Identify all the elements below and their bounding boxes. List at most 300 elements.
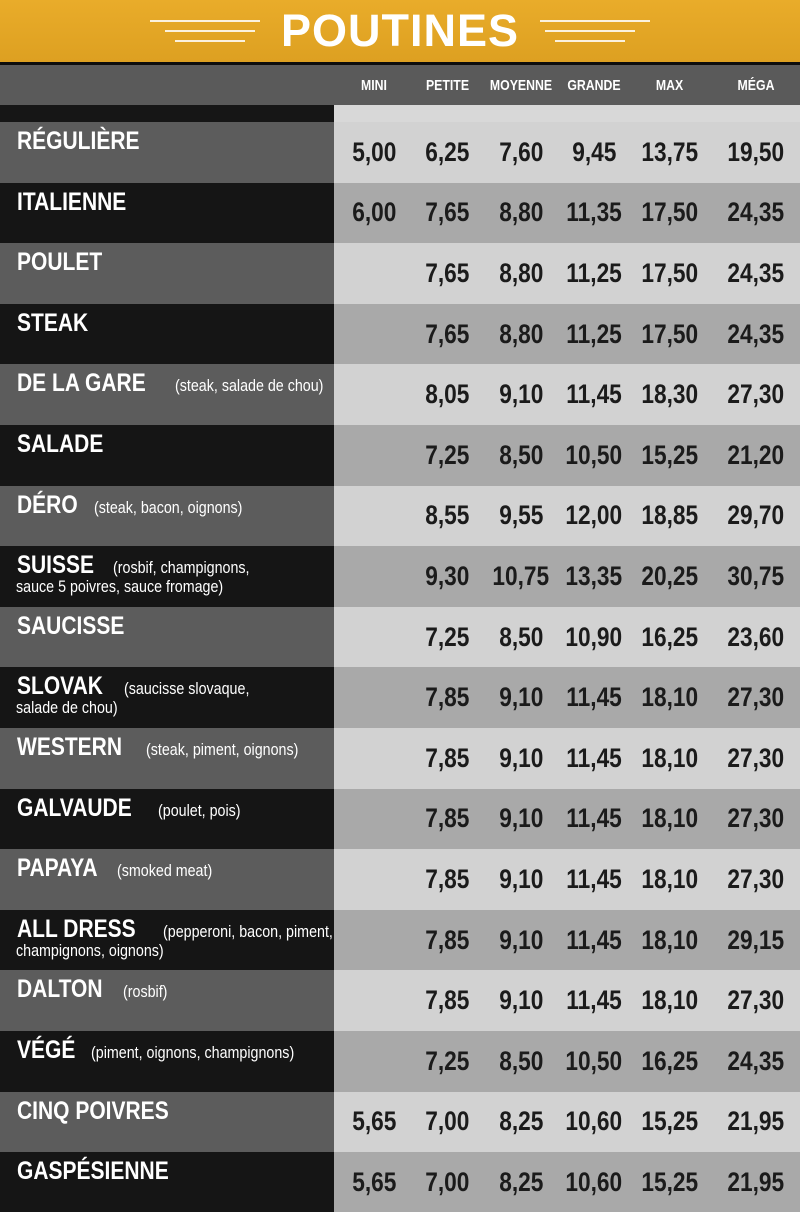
price-moyenne — [481, 970, 561, 1031]
price-value: 11,35 — [566, 197, 622, 228]
price-max — [627, 425, 712, 486]
item-name-cell — [0, 183, 334, 244]
price-value: 8,25 — [498, 1106, 544, 1137]
item-name: SLOVAK — [17, 672, 103, 701]
price-grande — [561, 849, 627, 910]
price-value: 8,80 — [498, 318, 544, 349]
price-value: 5,65 — [351, 1106, 397, 1137]
item-name: STEAK — [17, 308, 89, 337]
price-mega — [712, 667, 800, 728]
price-value: 7,25 — [425, 439, 470, 470]
price-value: 10,90 — [565, 621, 623, 652]
price-mini — [334, 304, 414, 365]
price-value: 21,95 — [727, 1166, 785, 1197]
item-name-cell — [0, 304, 334, 365]
price-value: 7,60 — [498, 136, 544, 167]
decorative-line — [555, 40, 625, 42]
price-value: 21,20 — [727, 439, 785, 470]
menu-item-row — [0, 364, 800, 425]
price-value: 8,80 — [498, 197, 544, 228]
price-value: 7,00 — [425, 1166, 470, 1197]
price-grande — [561, 364, 627, 425]
price-value: 7,85 — [425, 924, 470, 955]
price-max — [627, 304, 712, 365]
item-name-line — [17, 974, 328, 1008]
header-strip-right — [334, 105, 800, 122]
item-name-cell — [0, 364, 334, 425]
price-grande — [561, 970, 627, 1031]
price-mini — [334, 1092, 414, 1153]
item-name-line — [17, 308, 328, 342]
item-description: (poulet, pois) — [158, 800, 241, 820]
item-name-cell — [0, 728, 334, 789]
item-name: CINQ POIVRES — [17, 1096, 169, 1125]
price-value: 13,35 — [565, 560, 623, 591]
price-petite — [414, 243, 481, 304]
price-grande — [561, 183, 627, 244]
price-value: 7,85 — [425, 682, 470, 713]
price-value: 20,25 — [641, 560, 698, 591]
item-prices — [334, 304, 800, 365]
price-petite — [414, 667, 481, 728]
item-description: (pepperoni, bacon, piment, — [162, 921, 333, 941]
price-mini — [334, 486, 414, 547]
price-value: 27,30 — [727, 379, 785, 410]
price-moyenne — [481, 364, 561, 425]
decorative-line — [150, 20, 260, 22]
price-moyenne — [481, 728, 561, 789]
price-value: 23,60 — [727, 621, 785, 652]
price-value: 29,15 — [727, 924, 785, 955]
price-grande — [561, 667, 627, 728]
price-value: 24,35 — [727, 1045, 785, 1076]
price-grande — [561, 607, 627, 668]
item-description: (steak, piment, oignons) — [146, 739, 299, 759]
price-value: 7,65 — [425, 257, 470, 288]
price-value: 8,50 — [498, 621, 544, 652]
price-grande — [561, 728, 627, 789]
price-max — [627, 789, 712, 850]
item-prices — [334, 1031, 800, 1092]
item-description-continued: champignons, oignons) — [16, 940, 164, 960]
price-petite — [414, 546, 481, 607]
price-max — [627, 122, 712, 183]
price-mega — [712, 1092, 800, 1153]
price-value: 9,55 — [498, 500, 544, 531]
item-prices — [334, 486, 800, 547]
price-mega — [712, 425, 800, 486]
price-mega — [712, 1152, 800, 1212]
menu-title: POUTINES — [280, 5, 520, 56]
price-moyenne — [481, 304, 561, 365]
item-name: SUISSE — [17, 551, 95, 580]
item-prices — [334, 607, 800, 668]
price-moyenne — [481, 849, 561, 910]
item-prices — [334, 667, 800, 728]
item-name-line — [17, 247, 328, 281]
item-name-line — [17, 187, 328, 221]
price-max — [627, 183, 712, 244]
item-name-line — [17, 611, 328, 645]
price-moyenne — [481, 546, 561, 607]
price-mega — [712, 1031, 800, 1092]
item-name-cell — [0, 667, 334, 728]
item-prices — [334, 122, 800, 183]
price-value: 10,75 — [492, 560, 550, 591]
menu-item-row — [0, 486, 800, 547]
item-prices — [334, 425, 800, 486]
item-name-cell — [0, 486, 334, 547]
price-mini — [334, 122, 414, 183]
menu-item-row — [0, 970, 800, 1031]
price-grande — [561, 304, 627, 365]
price-value: 16,25 — [641, 621, 698, 652]
price-petite — [414, 183, 481, 244]
price-petite — [414, 849, 481, 910]
price-value: 17,50 — [641, 197, 698, 228]
price-value: 8,25 — [498, 1166, 544, 1197]
price-grande — [561, 1092, 627, 1153]
menu-item-row — [0, 122, 800, 183]
price-moyenne — [481, 607, 561, 668]
price-value: 8,50 — [498, 439, 544, 470]
menu-item-row — [0, 607, 800, 668]
price-value: 5,00 — [351, 136, 397, 167]
price-value: 18,10 — [641, 924, 698, 955]
price-petite — [414, 364, 481, 425]
price-value: 18,85 — [641, 500, 698, 531]
item-prices — [334, 728, 800, 789]
menu-item-row — [0, 910, 800, 971]
price-grande — [561, 910, 627, 971]
price-value: 27,30 — [727, 682, 785, 713]
price-max — [627, 728, 712, 789]
price-value: 9,10 — [498, 742, 544, 773]
price-mega — [712, 849, 800, 910]
price-value: 7,25 — [425, 621, 470, 652]
price-value: 9,30 — [425, 560, 470, 591]
item-name: PAPAYA — [17, 854, 98, 883]
price-grande — [561, 546, 627, 607]
price-value: 9,10 — [498, 682, 544, 713]
price-mega — [712, 243, 800, 304]
price-mega — [712, 546, 800, 607]
item-name-cell — [0, 1031, 334, 1092]
price-petite — [414, 122, 481, 183]
price-mini — [334, 849, 414, 910]
price-mega — [712, 607, 800, 668]
price-moyenne — [481, 1152, 561, 1212]
item-name-cell — [0, 425, 334, 486]
header-strip-left — [0, 105, 334, 122]
price-petite — [414, 1031, 481, 1092]
column-header-mini: MINI — [361, 76, 387, 94]
price-value: 27,30 — [727, 863, 785, 894]
price-value: 11,45 — [566, 924, 622, 955]
price-value: 24,35 — [727, 318, 785, 349]
decorative-line — [175, 40, 245, 42]
item-name: ITALIENNE — [17, 187, 127, 216]
item-prices — [334, 789, 800, 850]
price-value: 10,60 — [565, 1106, 623, 1137]
price-value: 9,10 — [498, 863, 544, 894]
price-max — [627, 607, 712, 668]
price-value: 7,00 — [425, 1106, 470, 1137]
price-max — [627, 1152, 712, 1212]
price-mini — [334, 970, 414, 1031]
menu-item-row — [0, 728, 800, 789]
price-value: 24,35 — [727, 197, 785, 228]
price-value: 11,25 — [566, 318, 622, 349]
price-grande — [561, 789, 627, 850]
price-value: 24,35 — [727, 257, 785, 288]
price-value: 9,45 — [571, 136, 617, 167]
price-petite — [414, 970, 481, 1031]
price-value: 15,25 — [641, 1106, 698, 1137]
menu-item-row — [0, 243, 800, 304]
item-name: GALVAUDE — [17, 793, 132, 822]
item-name-cell — [0, 243, 334, 304]
price-value: 6,00 — [351, 197, 397, 228]
price-value: 7,65 — [425, 197, 470, 228]
item-name-line — [17, 490, 328, 524]
column-header-max: MAX — [655, 76, 684, 94]
price-value: 8,55 — [425, 500, 470, 531]
price-mini — [334, 546, 414, 607]
menu-items-list — [0, 122, 800, 1212]
item-name: SALADE — [17, 429, 104, 458]
price-value: 9,10 — [498, 985, 544, 1016]
item-name-line — [17, 1035, 328, 1069]
price-moyenne — [481, 1031, 561, 1092]
menu-item-row — [0, 1152, 800, 1212]
price-value: 7,85 — [425, 863, 470, 894]
price-value: 18,10 — [641, 742, 698, 773]
price-grande — [561, 1152, 627, 1212]
price-grande — [561, 425, 627, 486]
price-max — [627, 1031, 712, 1092]
price-mini — [334, 425, 414, 486]
price-value: 16,25 — [641, 1045, 698, 1076]
decorative-line — [165, 30, 255, 32]
price-petite — [414, 425, 481, 486]
price-max — [627, 1092, 712, 1153]
price-value: 7,65 — [425, 318, 470, 349]
item-description: (smoked meat) — [117, 861, 213, 881]
price-value: 21,95 — [727, 1106, 785, 1137]
price-grande — [561, 122, 627, 183]
price-petite — [414, 486, 481, 547]
price-value: 27,30 — [727, 742, 785, 773]
price-value: 7,25 — [425, 1045, 470, 1076]
price-petite — [414, 910, 481, 971]
item-description: (rosbif) — [123, 982, 168, 1002]
price-value: 7,85 — [425, 803, 470, 834]
price-value: 13,75 — [641, 136, 698, 167]
menu-item-row — [0, 1092, 800, 1153]
item-prices — [334, 1152, 800, 1212]
price-mega — [712, 728, 800, 789]
price-grande — [561, 486, 627, 547]
price-value: 7,85 — [425, 742, 470, 773]
price-value: 17,50 — [641, 318, 698, 349]
menu-item-row — [0, 425, 800, 486]
price-value: 11,45 — [566, 803, 622, 834]
price-mini — [334, 728, 414, 789]
item-prices — [334, 910, 800, 971]
price-value: 12,00 — [565, 500, 623, 531]
item-name-line — [17, 1096, 328, 1130]
price-value: 8,80 — [498, 257, 544, 288]
item-name-cell — [0, 1152, 334, 1212]
price-value: 8,50 — [498, 1045, 544, 1076]
price-moyenne — [481, 122, 561, 183]
price-max — [627, 546, 712, 607]
price-max — [627, 970, 712, 1031]
price-petite — [414, 728, 481, 789]
item-name-cell — [0, 970, 334, 1031]
price-moyenne — [481, 243, 561, 304]
price-value: 18,10 — [641, 682, 698, 713]
price-value: 10,50 — [565, 439, 623, 470]
item-name: POULET — [17, 248, 103, 277]
decorative-line — [545, 30, 635, 32]
price-mini — [334, 910, 414, 971]
item-prices — [334, 546, 800, 607]
item-name: DÉRO — [17, 490, 78, 519]
price-mini — [334, 1152, 414, 1212]
item-name-line — [17, 429, 328, 463]
price-mini — [334, 667, 414, 728]
price-mini — [334, 1031, 414, 1092]
price-max — [627, 667, 712, 728]
price-petite — [414, 789, 481, 850]
item-name: SAUCISSE — [17, 611, 125, 640]
price-value: 15,25 — [641, 1166, 698, 1197]
price-petite — [414, 1092, 481, 1153]
menu-item-row — [0, 849, 800, 910]
price-value: 11,45 — [566, 863, 622, 894]
price-mega — [712, 304, 800, 365]
menu-item-row — [0, 546, 800, 607]
price-value: 11,45 — [566, 379, 622, 410]
price-value: 15,25 — [641, 439, 698, 470]
price-value: 10,50 — [565, 1045, 623, 1076]
item-name: DE LA GARE — [17, 369, 146, 398]
price-moyenne — [481, 183, 561, 244]
price-max — [627, 910, 712, 971]
price-max — [627, 486, 712, 547]
price-value: 11,25 — [566, 257, 622, 288]
item-name-line — [17, 732, 328, 766]
price-value: 18,30 — [641, 379, 698, 410]
price-value: 27,30 — [727, 803, 785, 834]
item-description: (steak, bacon, oignons) — [93, 497, 243, 517]
price-value: 18,10 — [641, 803, 698, 834]
column-header-moyenne: MOYENNE — [489, 76, 553, 94]
item-name-cell — [0, 910, 334, 971]
decorative-line — [540, 20, 650, 22]
price-value: 9,10 — [498, 379, 544, 410]
price-petite — [414, 304, 481, 365]
item-name-line — [17, 853, 328, 887]
price-mini — [334, 607, 414, 668]
item-name-cell — [0, 607, 334, 668]
price-mega — [712, 122, 800, 183]
price-mega — [712, 364, 800, 425]
column-header-petite: PETITE — [425, 76, 470, 94]
item-name-cell — [0, 122, 334, 183]
price-petite — [414, 607, 481, 668]
price-value: 5,65 — [351, 1166, 397, 1197]
item-prices — [334, 183, 800, 244]
price-mega — [712, 789, 800, 850]
price-value: 11,45 — [566, 742, 622, 773]
title-banner — [0, 0, 800, 62]
price-moyenne — [481, 486, 561, 547]
price-value: 6,25 — [425, 136, 470, 167]
item-name-line — [17, 368, 328, 402]
item-prices — [334, 970, 800, 1031]
price-max — [627, 364, 712, 425]
price-mini — [334, 183, 414, 244]
item-name: ALL DRESS — [17, 914, 136, 943]
price-moyenne — [481, 910, 561, 971]
price-mega — [712, 486, 800, 547]
price-mega — [712, 183, 800, 244]
price-mega — [712, 910, 800, 971]
price-value: 27,30 — [727, 985, 785, 1016]
item-name-cell — [0, 789, 334, 850]
item-description-continued: sauce 5 poivres, sauce fromage) — [16, 577, 224, 597]
item-prices — [334, 364, 800, 425]
menu-item-row — [0, 304, 800, 365]
item-name-cell — [0, 546, 334, 607]
item-description: (steak, salade de chou) — [174, 376, 324, 396]
item-name: DALTON — [17, 975, 103, 1004]
price-max — [627, 849, 712, 910]
price-value: 9,10 — [498, 803, 544, 834]
price-value: 9,10 — [498, 924, 544, 955]
item-prices — [334, 243, 800, 304]
price-value: 18,10 — [641, 985, 698, 1016]
price-value: 18,10 — [641, 863, 698, 894]
column-header-grande: GRANDE — [567, 76, 621, 94]
price-value: 10,60 — [565, 1166, 623, 1197]
item-name: GASPÉSIENNE — [17, 1157, 169, 1186]
item-name: WESTERN — [17, 732, 122, 761]
menu-item-row — [0, 789, 800, 850]
price-value: 19,50 — [727, 136, 785, 167]
price-value: 29,70 — [727, 500, 785, 531]
menu-item-row — [0, 1031, 800, 1092]
price-value: 11,45 — [566, 682, 622, 713]
price-mini — [334, 789, 414, 850]
item-name-line — [17, 1156, 328, 1190]
price-grande — [561, 243, 627, 304]
price-value: 17,50 — [641, 257, 698, 288]
price-value: 8,05 — [425, 379, 470, 410]
price-mini — [334, 243, 414, 304]
column-header-mega: MÉGA — [737, 76, 775, 94]
price-max — [627, 243, 712, 304]
item-prices — [334, 849, 800, 910]
item-description: (piment, oignons, champignons) — [90, 1042, 295, 1062]
price-mega — [712, 970, 800, 1031]
item-name-line — [17, 126, 328, 160]
item-name-line — [17, 793, 328, 827]
item-name-cell — [0, 1092, 334, 1153]
